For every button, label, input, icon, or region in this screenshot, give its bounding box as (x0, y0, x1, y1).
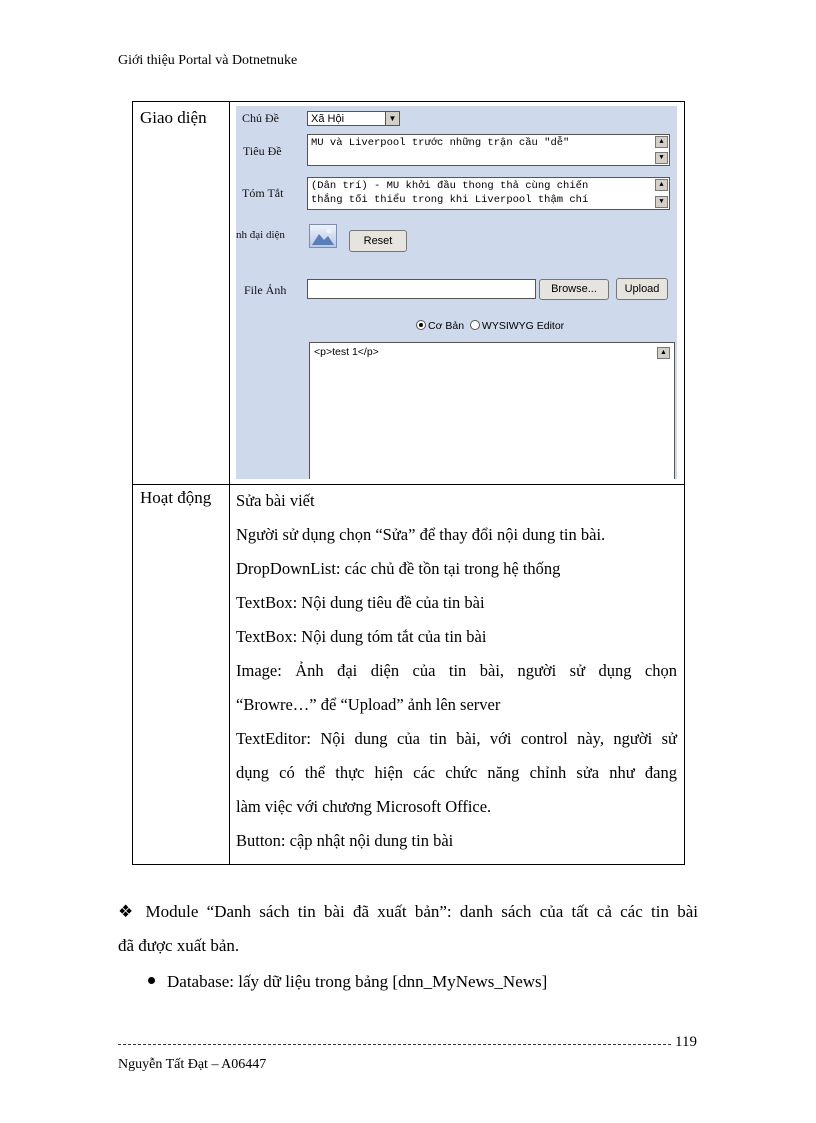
reset-button[interactable]: Reset (349, 230, 407, 252)
scroll-up-icon[interactable]: ▲ (655, 136, 668, 148)
description-cell (230, 485, 685, 865)
database-text: Database: lấy dữ liệu trong bảng [dnn_MyNews_News] (167, 972, 548, 991)
summary-label: Tóm Tắt (242, 186, 284, 200)
diamond-bullet-icon: ❖ (118, 902, 138, 921)
file-label: File Ảnh (244, 283, 287, 297)
description-line: Người sử dụng chọn “Sửa” để thay đổi nội dung tin bài. (236, 525, 606, 544)
upload-button[interactable]: Upload (616, 278, 668, 300)
scroll-up-icon[interactable]: ▲ (655, 179, 668, 191)
page-header: Giới thiệu Portal và Dotnetnuke (118, 53, 298, 68)
footer-author: Nguyễn Tất Đạt – A06447 (118, 1057, 267, 1072)
description-line: TextEditor: Nội dung của tin bài, với control này, người sử (236, 729, 677, 748)
description-line: DropDownList: các chủ đề tồn tại trong hệ thống (236, 559, 561, 578)
row-label-activity: Hoạt động (133, 485, 230, 865)
title-textbox[interactable] (307, 134, 670, 166)
editor-content: <p>test 1</p> (314, 346, 379, 358)
bullet-dot-icon (148, 977, 155, 984)
description-line: TextBox: Nội dung tóm tắt của tin bài (236, 627, 487, 646)
browse-button[interactable]: Browse... (539, 279, 609, 300)
radio-basic-label: Cơ Bản (428, 320, 465, 332)
summary-line: thắng tối thiểu trong khi Liverpool thậm chí (311, 194, 589, 206)
table-row (133, 102, 685, 485)
table-row (133, 485, 685, 865)
file-path-input[interactable] (307, 279, 536, 299)
topic-dropdown[interactable] (307, 111, 400, 126)
description-line: làm việc với chương Microsoft Office. (236, 797, 492, 816)
database-bullet (148, 965, 547, 999)
scroll-down-icon[interactable]: ▼ (655, 152, 668, 164)
module-text: Module “Danh sách tin bài đã xuất bản”: danh sách của tất cả các tin bài (145, 902, 699, 921)
scroll-down-icon[interactable]: ▼ (655, 196, 668, 208)
summary-textbox[interactable] (307, 177, 670, 210)
footer-divider (118, 1044, 671, 1045)
radio-wysiwyg[interactable] (470, 320, 480, 330)
module-line-continued: đã được xuất bản. (118, 936, 240, 955)
summary-line: (Dân trí) - MU khởi đầu thong thả cùng chiến (311, 180, 589, 192)
description-line: “Browre…” để “Upload” ảnh lên server (236, 695, 501, 714)
image-placeholder-icon (309, 224, 337, 248)
page-number: 119 (675, 1034, 697, 1050)
description-line: Image: Ảnh đại diện của tin bài, người sử dụng chọn (236, 661, 677, 680)
content-editor[interactable] (309, 342, 675, 479)
title-scrollbar[interactable] (655, 136, 668, 164)
radio-wysiwyg-label: WYSIWYG Editor (481, 320, 565, 332)
description-line: dụng có thể thực hiện các chức năng chỉnh sửa như đang (236, 763, 677, 782)
summary-scrollbar[interactable] (655, 179, 668, 208)
spec-table (132, 101, 685, 865)
topic-label: Chủ Đề (242, 111, 279, 125)
module-line (118, 895, 698, 929)
topic-value: Xã Hội (311, 113, 345, 125)
radio-basic[interactable] (416, 320, 426, 330)
title-label: Tiêu Đề (243, 144, 282, 158)
row-label-interface: Giao diện (133, 102, 230, 485)
image-label: nh đại diện (236, 229, 285, 241)
screenshot-cell (230, 102, 685, 485)
description-line: Button: cập nhật nội dung tin bài (236, 831, 454, 850)
description-line: TextBox: Nội dung tiêu đề của tin bài (236, 593, 485, 612)
edit-article-form (236, 106, 677, 479)
editor-mode-radio-group (416, 320, 564, 332)
scroll-up-icon[interactable]: ▲ (657, 347, 670, 359)
description-line: Sửa bài viết (236, 491, 315, 510)
module-paragraph (118, 895, 698, 963)
title-text: MU và Liverpool trước những trận cầu "dễ" (311, 137, 570, 149)
chevron-down-icon[interactable]: ▼ (385, 112, 399, 125)
